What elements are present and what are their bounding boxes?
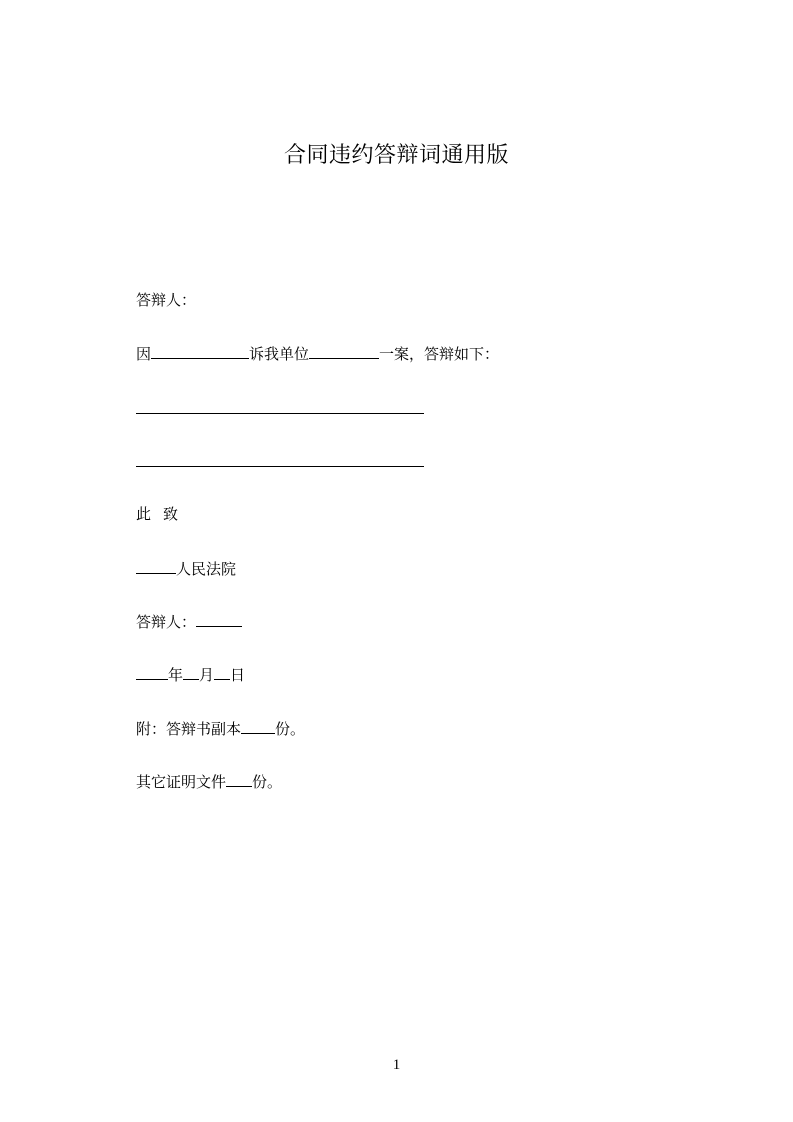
plaintiff-blank — [151, 342, 249, 359]
month-blank — [183, 663, 199, 680]
signature-line — [136, 610, 242, 633]
case-prefix: 因 — [136, 345, 152, 363]
attachment-copies-prefix: 附：答辩书副本 — [136, 720, 242, 738]
case-statement-line — [136, 342, 499, 365]
court-line — [136, 557, 236, 580]
day-blank — [214, 663, 230, 680]
attachment-evidence-line — [136, 770, 282, 793]
signature-blank — [196, 610, 242, 627]
respondent-label: 答辩人： — [136, 291, 197, 309]
signature-label: 答辩人： — [136, 613, 197, 631]
answer-blank-line-1 — [136, 413, 424, 414]
court-name-blank — [136, 557, 176, 574]
copies-count-blank — [241, 717, 275, 734]
court-suffix: 人民法院 — [176, 560, 237, 578]
attachment-copies-line — [136, 717, 305, 740]
year-label: 年 — [168, 666, 184, 684]
unit-blank — [309, 342, 379, 359]
evidence-count-blank — [226, 770, 252, 787]
month-label: 月 — [199, 666, 215, 684]
year-blank — [136, 663, 168, 680]
case-middle: 诉我单位 — [249, 345, 310, 363]
salutation: 此致 — [136, 505, 191, 523]
attachment-evidence-prefix: 其它证明文件 — [136, 773, 227, 791]
page-number: 1 — [392, 1057, 401, 1073]
attachment-evidence-suffix: 份。 — [252, 773, 283, 791]
answer-blank-line-2 — [136, 466, 424, 467]
date-line — [136, 663, 245, 686]
day-label: 日 — [230, 666, 246, 684]
document-title: 合同违约答辩词通用版 — [283, 143, 509, 168]
attachment-copies-suffix: 份。 — [275, 720, 306, 738]
case-suffix: 一案，答辩如下： — [379, 345, 500, 363]
